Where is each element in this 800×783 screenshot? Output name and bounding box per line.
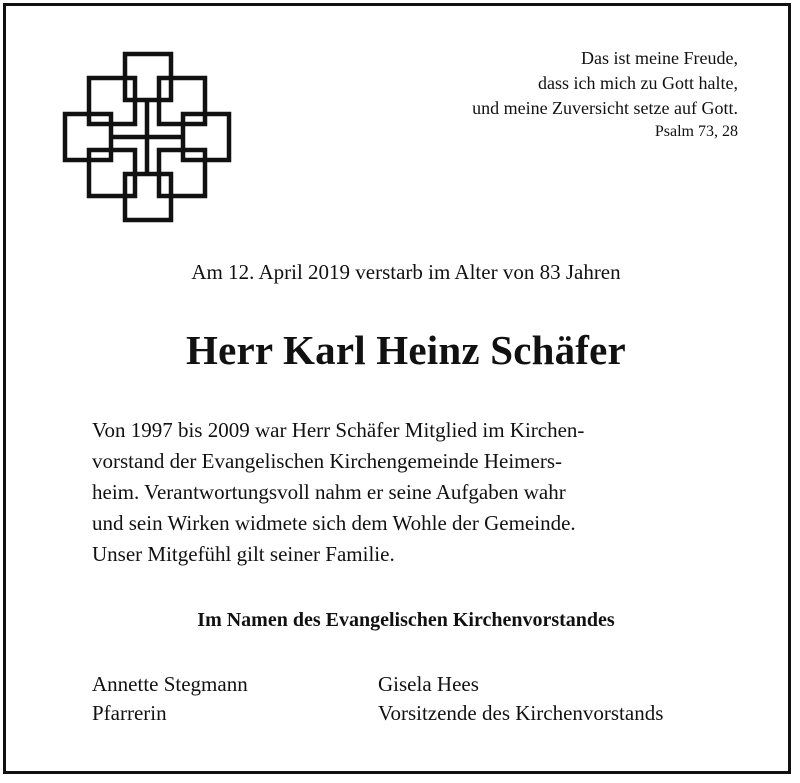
signer-pastor bbox=[92, 670, 248, 728]
signer-role: Vorsitzende des Kirchenvorstands bbox=[378, 701, 664, 725]
tribute-line: Von 1997 bis 2009 war Herr Schäfer Mitglied im Kirchen- bbox=[92, 418, 585, 442]
notice-frame bbox=[3, 3, 791, 774]
psalm-verse bbox=[318, 46, 738, 143]
closing-line: Im Namen des Evangelischen Kirchenvorstandes bbox=[197, 609, 615, 631]
signer-name: Annette Stegmann bbox=[92, 672, 248, 696]
signer-name: Gisela Hees bbox=[378, 672, 479, 696]
death-announcement-intro: Am 12. April 2019 verstarb im Alter von 83 Jahren bbox=[191, 260, 621, 284]
tribute-line: heim. Verantwortungsvoll nahm er seine Aufgaben wahr bbox=[92, 480, 566, 504]
signer-role: Pfarrerin bbox=[92, 701, 167, 725]
deceased-name: Herr Karl Heinz Schäfer bbox=[186, 327, 626, 373]
verse-line: Das ist meine Freude, bbox=[581, 48, 738, 68]
verse-line: und meine Zuversicht setze auf Gott. bbox=[472, 98, 738, 118]
tribute-line: Unser Mitgefühl gilt seiner Familie. bbox=[92, 542, 395, 566]
signer-chair bbox=[378, 670, 663, 728]
tribute-line: und sein Wirken widmete sich dem Wohle der Gemeinde. bbox=[92, 511, 576, 535]
tribute-line: vorstand der Evangelischen Kirchengemeinde Heimers- bbox=[92, 449, 562, 473]
tribute-text bbox=[92, 415, 722, 570]
verse-reference: Psalm 73, 28 bbox=[654, 123, 738, 140]
interlocking-squares-cross-icon bbox=[62, 51, 232, 223]
verse-line: dass ich mich zu Gott halte, bbox=[538, 73, 738, 93]
